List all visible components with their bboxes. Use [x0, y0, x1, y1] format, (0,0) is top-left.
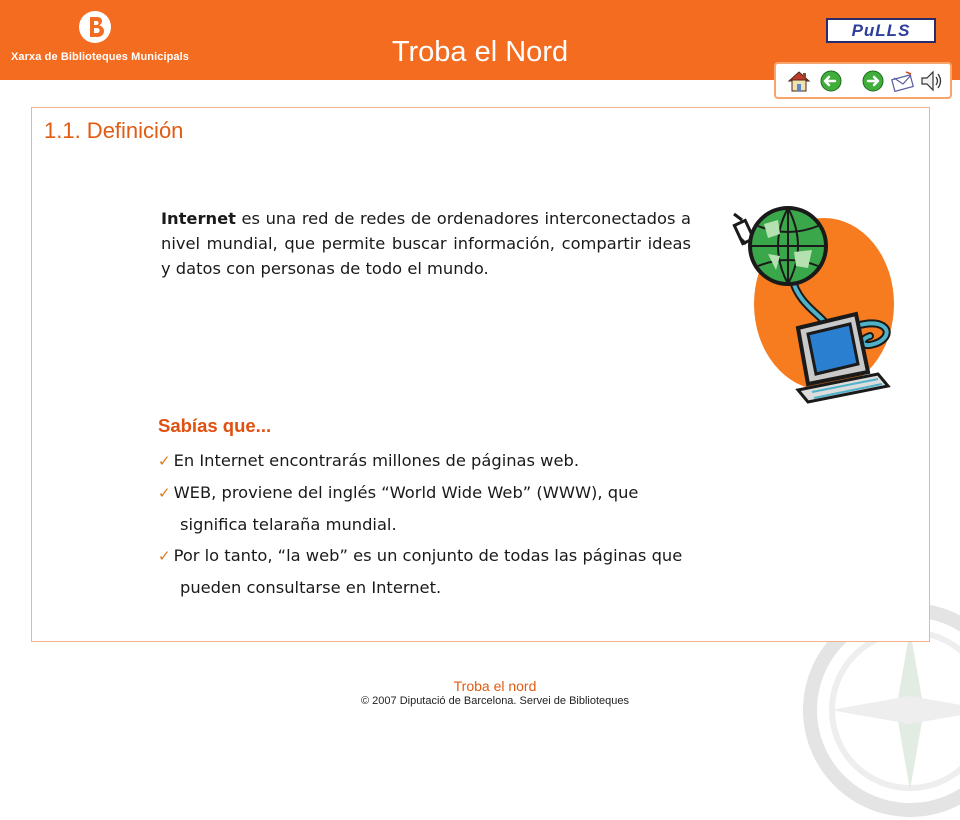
fact-text: Por lo tanto, “la web” es un conjunto de todas las páginas que [173, 546, 683, 565]
checkmark-icon: ✓ [158, 484, 171, 502]
intro-text: es una red de redes de ordenadores interconectados a nivel mundial, que permite buscar información, compartir ideas y datos con personas de todo el mundo. [161, 209, 691, 278]
fact-text-continuation: pueden consultarse en Internet. [180, 578, 442, 597]
navigation-toolbar [774, 62, 952, 99]
fact-list [158, 445, 898, 603]
list-item [158, 477, 898, 540]
pulls-logo [826, 18, 936, 43]
sabias-heading: Sabías que... [158, 415, 272, 436]
section-heading: 1.1. Definición [44, 118, 184, 143]
intro-term: Internet [161, 209, 236, 228]
globe-computer-icon [728, 194, 924, 406]
arrow-left-icon[interactable] [818, 69, 844, 93]
fact-text: WEB, proviene del inglés “World Wide Web” (WWW), que [173, 483, 639, 502]
list-item [158, 540, 898, 603]
checkmark-icon: ✓ [158, 547, 171, 565]
arrow-right-icon[interactable] [860, 69, 886, 93]
intro-paragraph [161, 206, 691, 281]
page-title: Troba el Nord [391, 36, 569, 68]
fact-text-continuation: significa telaraña mundial. [180, 515, 397, 534]
footer-copyright: © 2007 Diputació de Barcelona. Servei de Biblioteques [361, 695, 629, 707]
list-item [158, 445, 898, 477]
footer-title: Troba el nord [453, 678, 537, 694]
checkmark-icon: ✓ [158, 452, 171, 470]
org-name: Xarxa de Biblioteques Municipals [11, 51, 190, 63]
footer [0, 678, 960, 708]
speaker-icon[interactable] [919, 69, 945, 93]
library-logo-icon [78, 10, 112, 44]
pulls-logo-text: PuLLS [851, 21, 911, 40]
home-icon[interactable] [786, 69, 812, 93]
fact-text: En Internet encontrarás millones de páginas web. [173, 451, 580, 470]
mail-icon[interactable] [890, 69, 916, 93]
